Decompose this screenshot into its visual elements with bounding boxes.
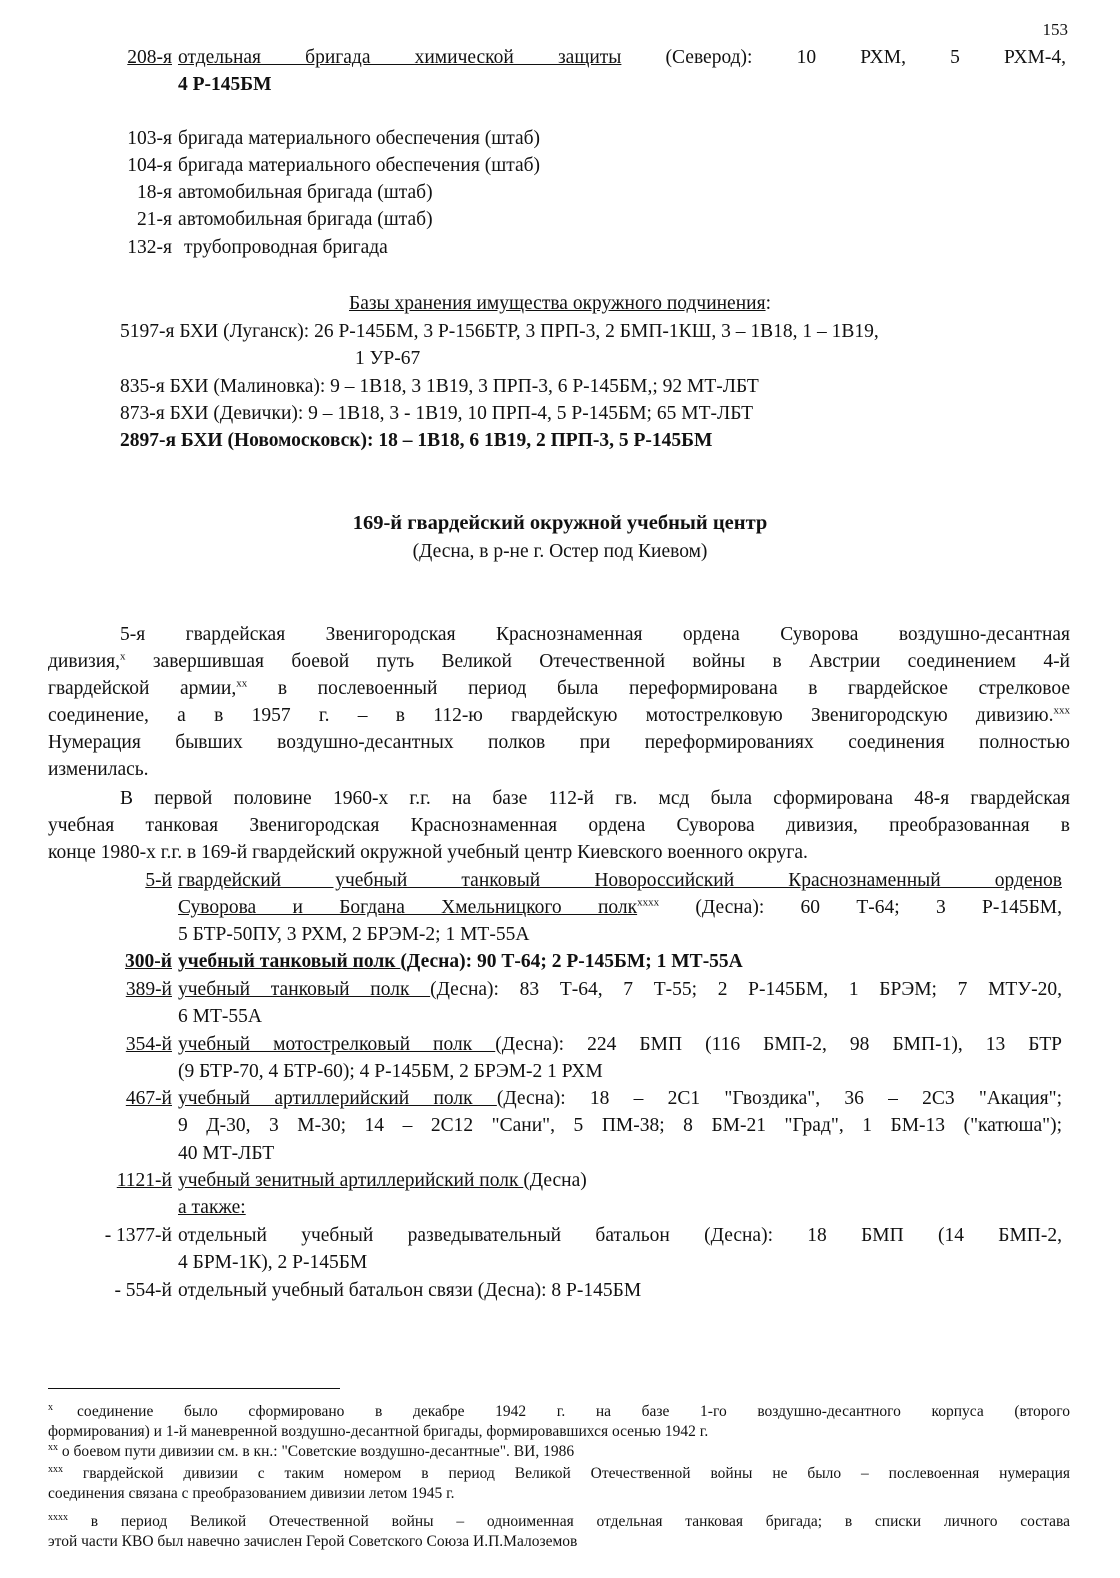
regiment-number: 1121-й	[116, 1170, 172, 1191]
regiment-number: 354-й	[125, 1034, 172, 1055]
regiment-equipment: (Десна): 83 Т-64, 7 Т-55; 2 Р-145БМ, 1 БРЭМ; 7 МТУ-20,	[430, 979, 1062, 1000]
brigade-row	[0, 179, 1120, 206]
footnote-4	[48, 1512, 1070, 1552]
regiment-300	[0, 948, 1120, 975]
footnote-line	[48, 1512, 1070, 1532]
brigade-row	[0, 152, 1120, 179]
footnote-ref: x	[119, 650, 126, 663]
regiment-equipment: (Десна): 60 Т-64; 3 Р-145БМ,	[659, 897, 1062, 918]
footnote-line: этой части КВО был навечно зачислен Герой Советского Союза И.П.Малоземов	[48, 1533, 578, 1550]
unit-208	[0, 44, 1120, 71]
regiment-467-cont2	[0, 1140, 1120, 1167]
footnote-mark: x	[48, 1401, 53, 1413]
regiment-title: учебный танковый полк	[178, 951, 401, 972]
battalion-1377-cont	[0, 1249, 1120, 1276]
paragraph-line	[48, 675, 1070, 702]
battalion-text: 4 БРМ-1К), 2 Р-145БМ	[178, 1252, 368, 1273]
footnote-line	[48, 1464, 1070, 1484]
footnote-line	[48, 1402, 1070, 1422]
regiment-equipment: 40 МТ-ЛБТ	[178, 1143, 275, 1164]
brigade-row	[0, 125, 1120, 152]
storage-item-text: 835-я БХИ (Малиновка): 9 – 1В18, 3 1В19, 3 ПРП-3, 6 Р-145БМ,; 92 МТ-ЛБТ	[120, 376, 759, 397]
regiment-354	[0, 1031, 1120, 1058]
paragraph-line: учебная танковая Звенигородская Краснознаменная ордена Суворова дивизия, преобразованная в	[48, 815, 1070, 836]
battalion-number: - 1377-й	[104, 1225, 172, 1246]
regiment-number: 5-й	[145, 870, 172, 891]
section-title: 169-й гвардейский окружной учебный центр	[352, 512, 768, 534]
regiment-5-line2	[0, 894, 1120, 921]
regiment-title: Суворова и Богдана Хмельницкого полк	[178, 897, 638, 918]
storage-item-cont-text: 1 УР-67	[355, 348, 421, 369]
regiment-equipment: 9 Д-30, 3 М-30; 14 – 2С12 "Сани", 5 ПМ-38; 8 БМ-21 "Град", 1 БМ-13 ("катюша");	[178, 1115, 1062, 1136]
regiment-equipment: (Десна): 18 – 2С1 "Гвоздика", 36 – 2С3 "Акация";	[496, 1088, 1062, 1109]
paragraph-history	[48, 621, 1070, 783]
also-label	[0, 1194, 1120, 1221]
regiment-equipment: (Десна)	[523, 1170, 587, 1191]
brigade-text: автомобильная бригада (штаб)	[178, 182, 433, 203]
regiment-354-cont	[0, 1058, 1120, 1085]
regiment-number: 300-й	[125, 951, 172, 972]
brigade-text: бригада материального обеспечения (штаб)	[178, 128, 541, 149]
regiment-1121	[0, 1167, 1120, 1194]
brigade-number: 18-я	[137, 182, 172, 203]
battalion-text: отдельный учебный разведывательный батальон (Десна): 18 БМП (14 БМП-2,	[178, 1225, 1062, 1246]
storage-item	[0, 373, 1120, 400]
footnote-mark: xx	[48, 1441, 58, 1453]
regiment-467	[0, 1085, 1120, 1112]
footnote-mark: xxx	[48, 1463, 63, 1475]
footnote-2	[48, 1442, 1070, 1462]
storage-item-text: 2897-я БХИ (Новомосковск): 18 – 1В18, 6 1В19, 2 ПРП-3, 5 Р-145БМ	[120, 430, 713, 451]
regiment-equipment: (Десна): 90 Т-64; 2 Р-145БМ; 1 МТ-55А	[400, 951, 743, 972]
regiment-equipment: 6 МТ-55А	[178, 1006, 262, 1027]
text-fragment: в послевоенный период была переформирована в гвардейское стрелковое	[247, 678, 1070, 699]
regiment-5	[0, 867, 1120, 894]
footnote-text: о боевом пути дивизии см. в кн.: "Советские воздушно-десантные". ВИ, 1986	[58, 1443, 575, 1460]
paragraph-line: изменилась.	[48, 759, 149, 780]
regiment-title: учебный танковый полк	[178, 979, 431, 1000]
regiment-equipment: (9 БТР-70, 4 БТР-60); 4 Р-145БМ, 2 БРЭМ-2 1 РХМ	[178, 1061, 603, 1082]
battalion-number: - 554-й	[114, 1280, 172, 1301]
footnote-text: соединение было сформировано в декабре 1942 г. на базе 1-го воздушно-десантного корпуса (второго	[77, 1403, 1070, 1420]
paragraph-line	[48, 702, 1070, 729]
storage-heading	[0, 290, 1120, 317]
storage-item	[0, 318, 1120, 345]
also-text: а также:	[178, 1197, 246, 1218]
storage-item-cont	[0, 345, 1120, 372]
storage-item	[0, 427, 1120, 454]
footnote-text: в период Великой Отечественной войны – одноименная отдельная танковая бригада; в списки личного состава	[68, 1513, 1070, 1530]
footnote-ref: xx	[236, 677, 248, 690]
regiment-equipment: (Десна): 224 БМП (116 БМП-2, 98 БМП-1), 13 БТР	[495, 1034, 1062, 1055]
brigade-number: 104-я	[127, 155, 172, 176]
footnote-mark: xxxx	[48, 1511, 68, 1523]
unit-208-cont	[0, 71, 1120, 98]
unit-line	[172, 44, 1120, 71]
footnote-ref: xxxx	[637, 896, 660, 909]
storage-heading-text: Базы хранения имущества окружного подчинения	[349, 293, 766, 314]
regiment-title: гвардейский учебный танковый Новороссийский Краснознаменный орденов	[178, 870, 1062, 891]
storage-item-text: 5197-я БХИ (Луганск): 26 Р-145БМ, 3 Р-156БТР, 3 ПРП-3, 2 БМП-1КШ, 3 – 1В18, 1 – 1В19,	[120, 321, 879, 342]
footnote-line: соединения связана с преобразованием дивизии летом 1945 г.	[48, 1485, 455, 1502]
section-subtitle: (Десна, в р-не г. Остер под Киевом)	[412, 541, 708, 562]
brigade-text: автомобильная бригада (штаб)	[178, 209, 433, 230]
footnote-divider	[48, 1388, 340, 1389]
battalion-554	[0, 1277, 1120, 1304]
storage-item-text: 873-я БХИ (Девички): 9 – 1В18, 3 - 1В19, 10 ПРП-4, 5 Р-145БМ; 65 МТ-ЛБТ	[120, 403, 754, 424]
brigade-row	[0, 206, 1120, 233]
regiment-number: 467-й	[125, 1088, 172, 1109]
paragraph-line: конце 1980-х г.г. в 169-й гвардейский окружной учебный центр Киевского военного округа.	[48, 842, 808, 863]
regiment-389	[0, 976, 1120, 1003]
paragraph-line: 5-я гвардейская Звенигородская Краснознаменная ордена Суворова воздушно-десантная	[120, 624, 1070, 645]
brigade-number: 103-я	[127, 128, 172, 149]
regiment-number: 389-й	[125, 979, 172, 1000]
text-fragment: гвардейской армии,	[48, 678, 237, 699]
text-fragment: дивизия,	[48, 651, 120, 672]
regiment-467-cont	[0, 1112, 1120, 1139]
brigade-text: бригада материального обеспечения (штаб)	[178, 155, 541, 176]
brigade-number: 21-я	[137, 209, 172, 230]
battalion-text: отдельный учебный батальон связи (Десна): 8 Р-145БМ	[178, 1280, 642, 1301]
footnote-text: гвардейской дивизии с таким номером в период Великой Отечественной войны не было – послевоенная нумерация	[63, 1465, 1070, 1482]
regiment-title: учебный мотострелковый полк	[178, 1034, 496, 1055]
page-number: 153	[1042, 20, 1068, 39]
regiment-389-cont	[0, 1003, 1120, 1030]
unit-title: отдельная бригада химической защиты	[178, 47, 622, 68]
footnote-3	[48, 1464, 1070, 1504]
text-fragment: соединение, а в 1957 г. – в 112-ю гвардейскую мотострелковую Звенигородскую дивизию.	[48, 705, 1054, 726]
paragraph-line: В первой половине 1960-х г.г. на базе 112-й гв. мсд была сформирована 48-я гвардейская	[120, 788, 1070, 809]
storage-item	[0, 400, 1120, 427]
paragraph-line	[48, 648, 1070, 675]
unit-number: 208-я	[127, 47, 172, 68]
battalion-1377	[0, 1222, 1120, 1249]
regiment-5-line3	[0, 921, 1120, 948]
footnote-line	[48, 1442, 1070, 1462]
footnote-line: формирования) и 1-й маневренной воздушно-десантной бригады, формировавшихся осенью 1942 г.	[48, 1423, 709, 1440]
footnote-ref: xxx	[1053, 704, 1070, 717]
regiment-title: учебный зенитный артиллерийский полк	[178, 1170, 524, 1191]
paragraph-line: Нумерация бывших воздушно-десантных полков при переформированиях соединения полностью	[48, 732, 1070, 753]
footnote-1	[48, 1402, 1070, 1442]
regiment-title: учебный артиллерийский полк	[178, 1088, 497, 1109]
storage-heading-colon: :	[765, 293, 771, 314]
unit-equipment: (Северод): 10 РХМ, 5 РХМ-4,	[665, 47, 1066, 68]
regiment-equipment: 5 БТР-50ПУ, 3 РХМ, 2 БРЭМ-2; 1 МТ-55А	[178, 924, 530, 945]
unit-equipment-cont: 4 Р-145БМ	[178, 74, 272, 95]
brigade-number: 132-я	[127, 237, 172, 258]
paragraph-formation	[48, 785, 1070, 866]
text-fragment: завершившая боевой путь Великой Отечественной войны в Австрии соединением 4-й	[125, 651, 1070, 672]
brigade-row	[0, 234, 1120, 261]
brigade-text: трубопроводная бригада	[184, 237, 388, 258]
